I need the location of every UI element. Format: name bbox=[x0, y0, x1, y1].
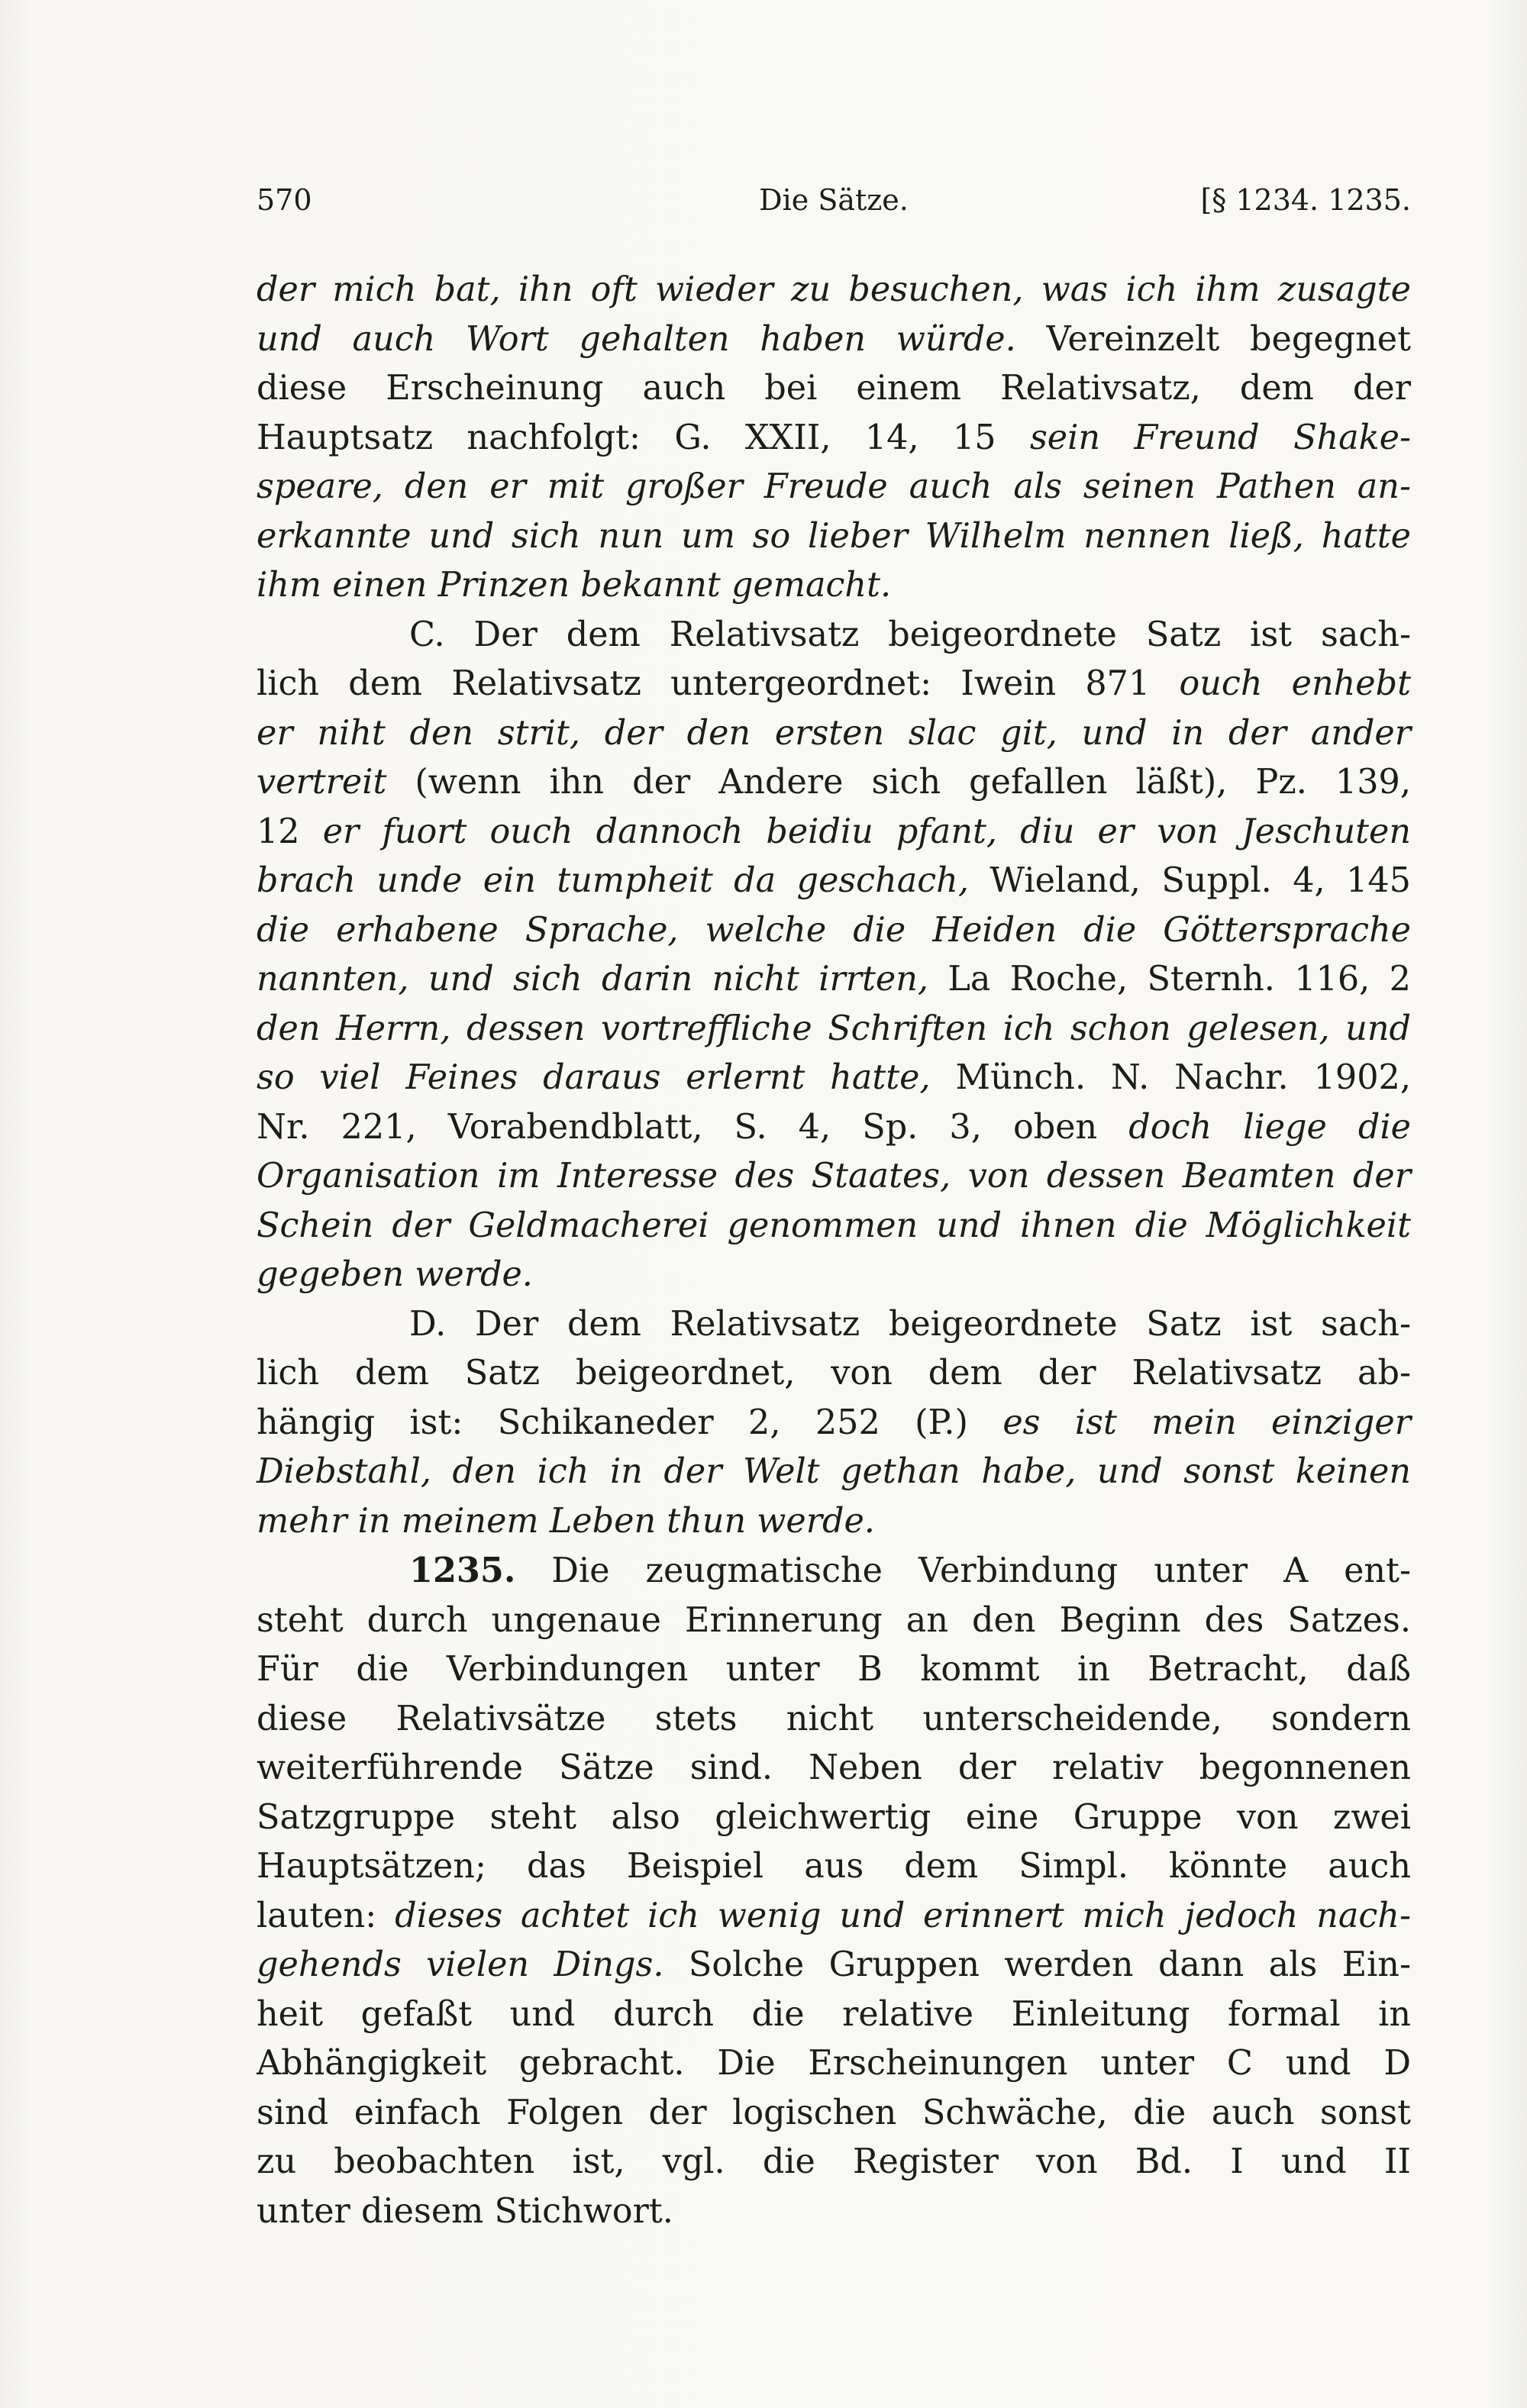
text-line bbox=[257, 1842, 1411, 1892]
quoted-example: dieses achtet ich wenig und erinnert mich jedoch nach- bbox=[395, 1896, 1411, 1935]
quoted-example: Diebstahl, den ich in der Welt gethan habe, und sonst keinen bbox=[257, 1452, 1411, 1491]
quoted-example: mehr in meinem Leben thun werde. bbox=[257, 1501, 875, 1541]
text-segment: 12 bbox=[257, 812, 323, 851]
quoted-example: gegeben werde. bbox=[257, 1255, 533, 1294]
text-line bbox=[257, 709, 1411, 759]
quoted-example: die erhabene Sprache, welche die Heiden die Göttersprache bbox=[257, 910, 1411, 950]
text-line bbox=[257, 611, 1411, 660]
text-line bbox=[257, 906, 1411, 956]
text-segment: Hauptsatz nachfolgt: G. XXII, 14, 15 bbox=[257, 418, 1030, 457]
text-line bbox=[257, 758, 1411, 808]
text-segment: hängig ist: Schikaneder 2, 252 (P.) bbox=[257, 1403, 1003, 1442]
quoted-example: nannten, und sich darin nicht irrten, bbox=[257, 960, 929, 999]
text-line bbox=[257, 1005, 1411, 1054]
text-line bbox=[257, 1251, 1411, 1300]
quoted-example: sein Freund Shake- bbox=[1029, 418, 1411, 457]
text-segment: Für die Verbindungen unter B kommt in Betracht, daß bbox=[257, 1650, 1411, 1689]
text-line bbox=[257, 1202, 1411, 1251]
text-segment: diese Erscheinung auch bei einem Relativsatz, dem der bbox=[257, 369, 1411, 408]
body-text bbox=[257, 266, 1411, 2236]
text-segment: Satzgruppe steht also gleichwertig eine Gruppe von zwei bbox=[257, 1797, 1411, 1837]
section-number: 1235. bbox=[409, 1551, 516, 1590]
text-line bbox=[257, 414, 1411, 463]
text-line bbox=[257, 1596, 1411, 1646]
text-segment: Die zeugmatische Verbindung unter A ent- bbox=[515, 1551, 1411, 1590]
text-segment: Abhängigkeit gebracht. Die Erscheinungen unter C und D bbox=[257, 2044, 1411, 2083]
text-line bbox=[257, 2138, 1411, 2187]
text-segment: heit gefaßt und durch die relative Einleitung formal in bbox=[257, 1994, 1411, 2034]
text-segment: zu beobachten ist, vgl. die Register von Bd. I und II bbox=[257, 2142, 1411, 2181]
text-segment: D. Der dem Relativsatz beigeordnete Satz ist sach- bbox=[409, 1304, 1411, 1344]
quoted-example: doch liege die bbox=[1128, 1107, 1411, 1147]
text-line bbox=[257, 1546, 1411, 1596]
text-line bbox=[257, 1645, 1411, 1695]
quoted-example: erkannte und sich nun um so lieber Wilhelm nennen ließ, hatte bbox=[257, 516, 1411, 556]
text-line bbox=[257, 660, 1411, 709]
text-line bbox=[257, 463, 1411, 512]
quoted-example: Organisation im Interesse des Staates, von dessen Beamten der bbox=[257, 1157, 1411, 1196]
text-segment: diese Relativsätze stets nicht unterscheidende, sondern bbox=[257, 1699, 1411, 1738]
text-line bbox=[257, 857, 1411, 906]
text-line bbox=[257, 2089, 1411, 2138]
quoted-example: so viel Feines daraus erlernt hatte, bbox=[257, 1058, 931, 1097]
text-segment: La Roche, Sternh. 116, 2 bbox=[928, 960, 1411, 999]
section-reference: [§ 1234. 1235. bbox=[1200, 183, 1411, 217]
quoted-example: vertreit bbox=[257, 763, 387, 802]
quoted-example: ouch enhebt bbox=[1179, 664, 1412, 703]
text-line bbox=[257, 1990, 1411, 2040]
quoted-example: brach unde ein tumpheit da geschach, bbox=[257, 861, 969, 900]
text-line bbox=[257, 1054, 1411, 1103]
quoted-example: speare, den er mit großer Freude auch als seinen Pathen an- bbox=[257, 467, 1411, 506]
text-line bbox=[257, 1349, 1411, 1399]
text-line bbox=[257, 2039, 1411, 2089]
text-line bbox=[257, 512, 1411, 562]
text-segment: Hauptsätzen; das Beispiel aus dem Simpl. könnte auch bbox=[257, 1847, 1411, 1886]
running-title: Die Sätze. bbox=[759, 183, 909, 217]
text-line bbox=[257, 315, 1411, 365]
text-segment: Wieland, Suppl. 4, 145 bbox=[969, 861, 1411, 900]
quoted-example: er niht den strit, der den ersten slac git, und in der ander bbox=[257, 713, 1411, 753]
quoted-example: er fuort ouch dannoch beidiu pfant, diu er von Jeschuten bbox=[322, 812, 1411, 851]
text-line bbox=[257, 1103, 1411, 1153]
page-number: 570 bbox=[257, 183, 312, 217]
text-line bbox=[257, 1399, 1411, 1448]
text-segment: Münch. N. Nachr. 1902, bbox=[930, 1058, 1411, 1097]
text-line bbox=[257, 2187, 1411, 2237]
text-line bbox=[257, 561, 1411, 611]
text-segment: lauten: bbox=[257, 1896, 395, 1935]
text-segment: lich dem Relativsatz untergeordnet: Iwein 871 bbox=[257, 664, 1180, 703]
text-segment: C. Der dem Relativsatz beigeordnete Satz ist sach- bbox=[409, 615, 1411, 654]
text-line bbox=[257, 266, 1411, 315]
text-line bbox=[257, 955, 1411, 1005]
quoted-example: es ist mein einziger bbox=[1002, 1403, 1411, 1442]
text-segment: unter diesem Stichwort. bbox=[257, 2191, 673, 2231]
text-line bbox=[257, 1448, 1411, 1497]
text-line bbox=[257, 1793, 1411, 1843]
text-line bbox=[257, 364, 1411, 414]
quoted-example: gehends vielen Dings. bbox=[257, 1945, 664, 1984]
text-segment: steht durch ungenaue Erinnerung an den Beginn des Satzes. bbox=[257, 1600, 1411, 1640]
quoted-example: und auch Wort gehalten haben würde. bbox=[257, 319, 1016, 359]
quoted-example: ihm einen Prinzen bekannt gemacht. bbox=[257, 566, 892, 605]
quoted-example: den Herrn, dessen vortreffliche Schriften ich schon gelesen, und bbox=[257, 1009, 1411, 1048]
text-segment: Solche Gruppen werden dann als Ein- bbox=[663, 1945, 1411, 1984]
text-line bbox=[257, 808, 1411, 857]
text-line bbox=[257, 1744, 1411, 1793]
text-line bbox=[257, 1695, 1411, 1745]
text-segment: lich dem Satz beigeordnet, von dem der Relativsatz ab- bbox=[257, 1354, 1411, 1393]
running-header bbox=[257, 177, 1411, 223]
text-line bbox=[257, 1152, 1411, 1202]
text-segment: (wenn ihn der Andere sich gefallen läßt), Pz. 139, bbox=[386, 763, 1411, 802]
text-segment: Vereinzelt begegnet bbox=[1015, 319, 1411, 359]
text-segment: weiterführende Sätze sind. Neben der relativ begonnenen bbox=[257, 1748, 1411, 1787]
text-line bbox=[257, 1300, 1411, 1350]
text-line bbox=[257, 1497, 1411, 1547]
text-segment: sind einfach Folgen der logischen Schwäche, die auch sonst bbox=[257, 2093, 1411, 2132]
quoted-example: der mich bat, ihn oft wieder zu besuchen, was ich ihm zusagte bbox=[257, 270, 1411, 309]
text-segment: Nr. 221, Vorabendblatt, S. 4, Sp. 3, oben bbox=[257, 1107, 1129, 1147]
text-line bbox=[257, 1941, 1411, 1990]
text-line bbox=[257, 1892, 1411, 1942]
quoted-example: Schein der Geldmacherei genommen und ihnen die Möglichkeit bbox=[257, 1206, 1411, 1245]
